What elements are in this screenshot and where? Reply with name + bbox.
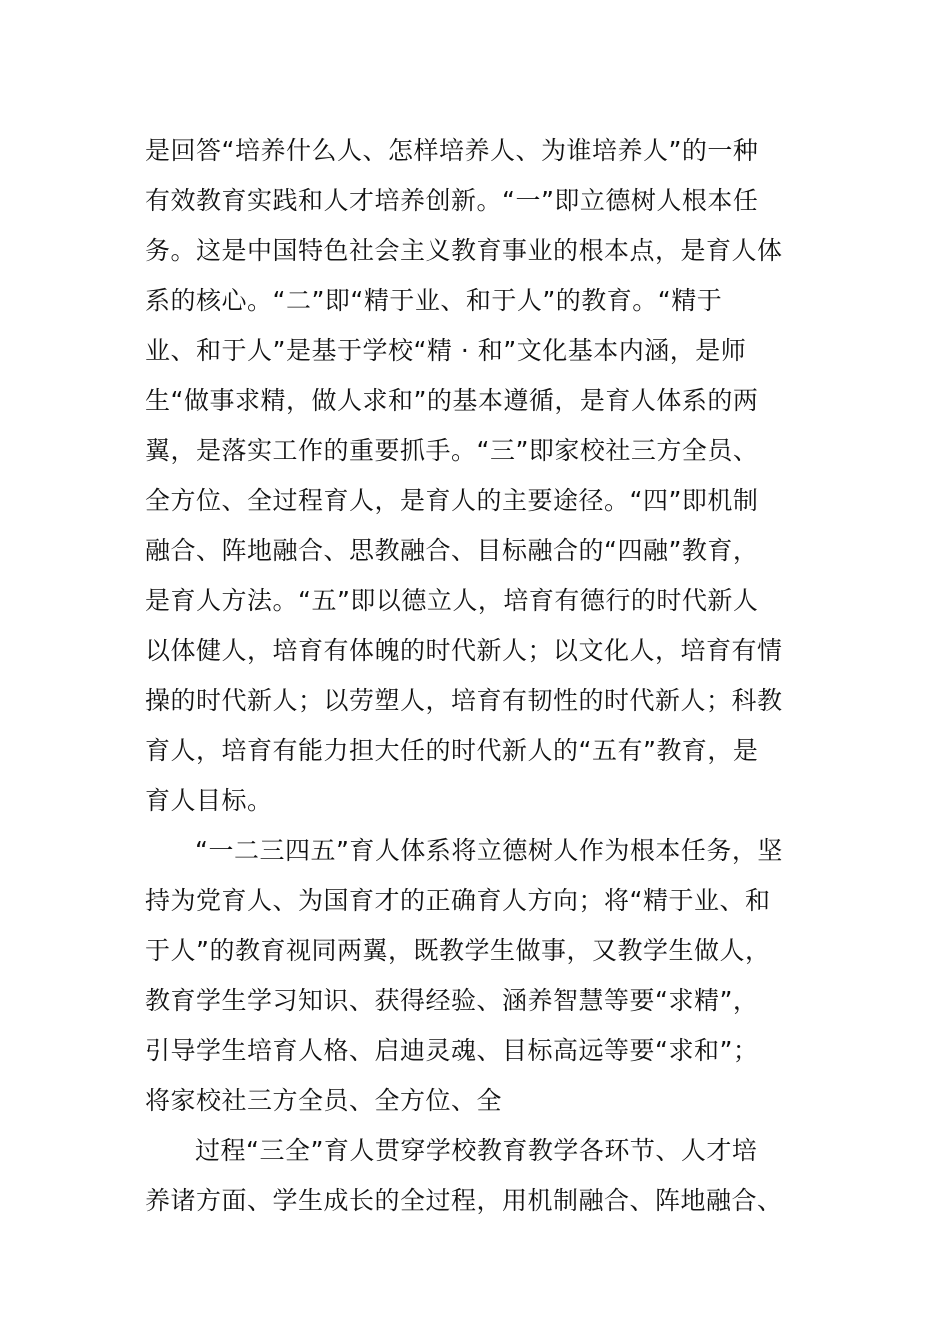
- text-line: 育人，培育有能力担大任的时代新人的“五有”教育，是: [145, 736, 759, 765]
- text-line: 引导学生培育人格、启迪灵魂、目标高远等要“求和”；: [145, 1036, 759, 1065]
- text-line: 生“做事求精，做人求和”的基本遵循，是育人体系的两: [145, 386, 759, 415]
- text-line: 操的时代新人；以劳塑人，培育有韧性的时代新人；科教: [145, 686, 783, 715]
- text-line: 全方位、全过程育人，是育人的主要途径。“四”即机制: [145, 486, 759, 515]
- text-line: 教育学生学习知识、获得经验、涵养智慧等要“求精”，: [145, 986, 759, 1015]
- text-line: 业、和于人”是基于学校“精 · 和”文化基本内涵，是师: [145, 336, 747, 365]
- paragraph-start-line: “一二三四五”育人体系将立德树人作为根本任务，坚: [195, 836, 783, 865]
- paragraph-start-line: 过程“三全”育人贯穿学校教育教学各环节、人才培: [195, 1136, 758, 1165]
- text-line: 将家校社三方全员、全方位、全: [145, 1086, 503, 1115]
- text-line: 翼，是落实工作的重要抓手。“三”即家校社三方全员、: [145, 436, 759, 465]
- text-line: 务。这是中国特色社会主义教育事业的根本点，是育人体: [145, 236, 783, 265]
- body-text: [145, 126, 825, 1226]
- text-line: 融合、阵地融合、思教融合、目标融合的“四融”教育，: [145, 536, 759, 565]
- text-line: 有效教育实践和人才培养创新。“一”即立德树人根本任: [145, 186, 759, 215]
- text-line: 是回答“培养什么人、怎样培养人、为谁培养人”的一种: [145, 136, 759, 165]
- text-line: 以体健人，培育有体魄的时代新人；以文化人，培育有情: [145, 636, 783, 665]
- text-line: 持为党育人、为国育才的正确育人方向；将“精于业、和: [145, 886, 771, 915]
- text-line: 养诸方面、学生成长的全过程，用机制融合、阵地融合、: [145, 1186, 783, 1215]
- text-line: 育人目标。: [145, 786, 273, 815]
- text-line: 是育人方法。“五”即以德立人，培育有德行的时代新人: [145, 586, 759, 615]
- text-line: 于人”的教育视同两翼，既教学生做事，又教学生做人，: [145, 936, 771, 965]
- text-line: 系的核心。“二”即“精于业、和于人”的教育。“精于: [145, 286, 723, 315]
